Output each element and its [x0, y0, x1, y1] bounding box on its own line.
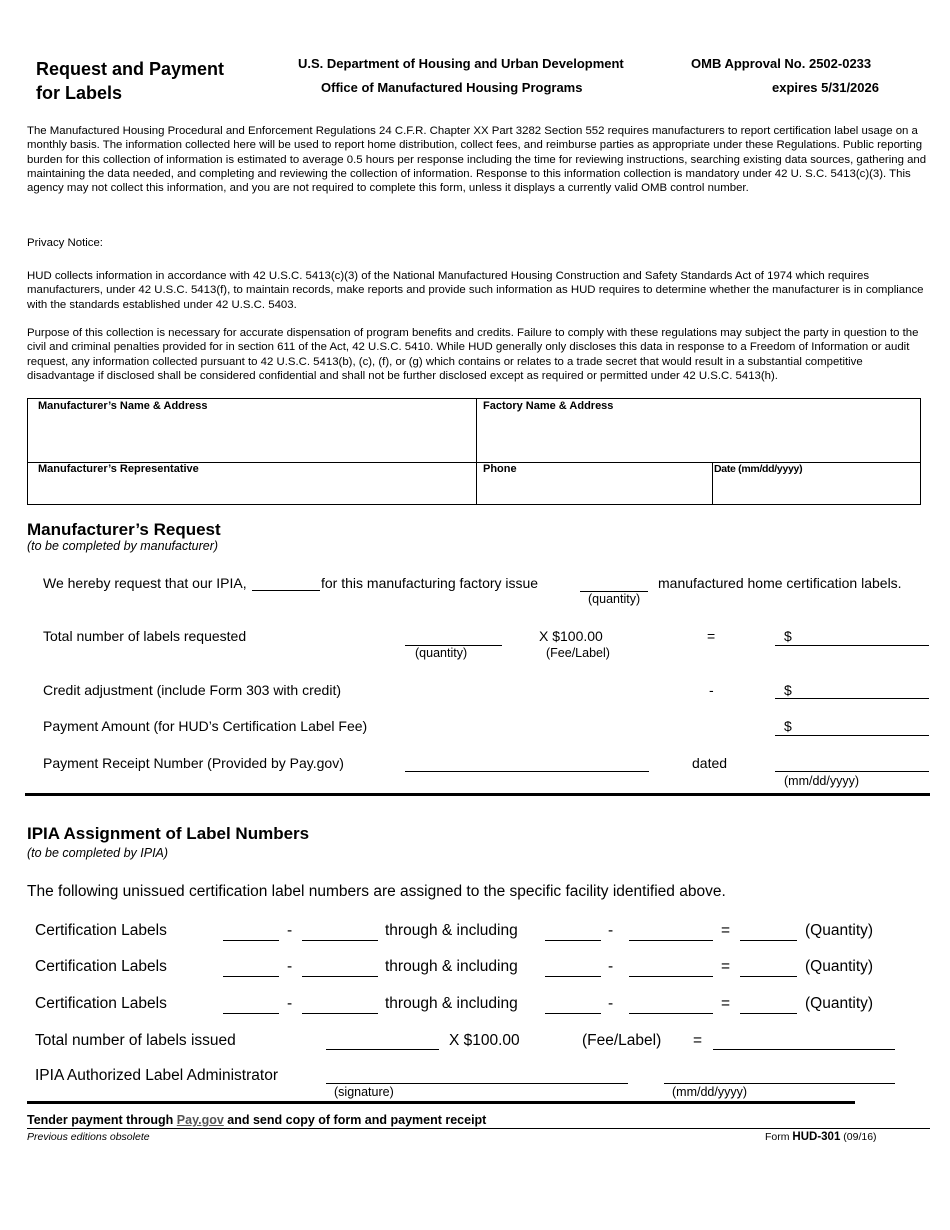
omb-expires: expires 5/31/2026: [772, 80, 879, 95]
dash: -: [608, 995, 614, 1012]
date-field[interactable]: [714, 477, 920, 504]
through-label: through & including: [385, 995, 518, 1012]
obsolete-note: Previous editions obsolete: [27, 1131, 150, 1143]
date-label: Date (mm/dd/yyyy): [714, 463, 803, 475]
end-prefix-field[interactable]: [545, 1013, 601, 1014]
end-number-field[interactable]: [629, 940, 713, 941]
mfr-rep-label: Manufacturer’s Representative: [38, 463, 199, 475]
dollar-sign: $: [784, 628, 792, 644]
form-number-id: HUD-301: [792, 1131, 841, 1143]
form-title: [36, 57, 224, 105]
receipt-number-field[interactable]: [405, 771, 649, 772]
dollar-sign: $: [784, 682, 792, 698]
row-quantity-field[interactable]: [740, 940, 797, 941]
omb-approval: OMB Approval No. 2502-0233: [691, 56, 872, 71]
equals-sign: =: [721, 922, 731, 939]
fee-caption: (Fee/Label): [546, 646, 610, 660]
through-label: through & including: [385, 958, 518, 975]
privacy-paragraph: HUD collects information in accordance with 42 U.S.C. 5413(c)(3) of the National Manufactured Housing Construction and Safety Standards Act of 1974 which requires manufacturers, under 42 U.S.C. 5413(f), to maintain records, make reports and provide such information as HUD requires to determine whether the manufacturer is in compliance with the standards established under 42 U.S.C. 5403.: [27, 270, 924, 311]
footer-rule: [27, 1128, 930, 1129]
total-fee-field[interactable]: [713, 1049, 895, 1050]
intro-paragraph: The Manufactured Housing Procedural and Enforcement Regulations 24 C.F.R. Chapter XX Part 3282 Section 552 requires manufacturers to report certification label usage on a monthly basis. The information collected here will be used to report home distribution, collect fees, and reimburse parties as appropriate under these Regulations. Public reporting burden for this collection of information is estimated to average 0.5 hours per response including the time for reviewing instructions, searching existing data sources, gathering and maintaining the data needed, and completing and reviewing the collection of information. Response to this information collection is mandatory under 42 U. S.C. 5413(c)(3). This agency may not collect this information, and you are not required to complete this form, unless it displays a currently valid OMB control number.: [27, 125, 927, 195]
through-label: through & including: [385, 922, 518, 939]
box-divider: [712, 462, 713, 505]
privacy-label: Privacy Notice:: [27, 237, 103, 249]
factory-name-label: Factory Name & Address: [483, 400, 614, 412]
end-prefix-field[interactable]: [545, 940, 601, 941]
dash: -: [287, 922, 293, 939]
receipt-label: Payment Receipt Number (Provided by Pay.gov): [43, 755, 344, 771]
end-number-field[interactable]: [629, 976, 713, 977]
signature-caption: (signature): [334, 1085, 394, 1099]
quantity-label: (Quantity): [805, 995, 874, 1012]
request-subheading: (to be completed by manufacturer): [27, 539, 219, 553]
payment-label: Payment Amount (for HUD’s Certification Label Fee): [43, 718, 368, 734]
fee-amount: X $100.00: [449, 1032, 520, 1049]
purpose-paragraph: Purpose of this collection is necessary for accurate dispensation of program benefits and credits. Failure to comply with these regulations may subject the party in question to the civil and criminal penalties provided for in section 611 of the Act, 42 U.S.C. 5410. While HUD generally only discloses this data in response to a Freedom of Information or audit request, any information collected pursuant to 42 U.S.C. 5413(b), (c), (f), or (g) which contains or relates to a trade secret that would result in a substantial competitive disadvantage if disclosed shall be considered confidential and shall not be further disclosed except as required or permitted under 42 U.S.C. 5413(h).: [27, 327, 919, 382]
request-text-c: manufactured home certification labels.: [658, 575, 902, 591]
tender-text-b: and send copy of form and payment receipt: [223, 1113, 487, 1127]
mfr-rep-field[interactable]: [29, 477, 475, 504]
cert-labels-label: Certification Labels: [35, 922, 167, 939]
start-prefix-field[interactable]: [223, 976, 279, 977]
date-format-caption: (mm/dd/yyyy): [784, 774, 859, 788]
dash: -: [287, 995, 293, 1012]
total-requested-label: Total number of labels requested: [43, 628, 247, 644]
form-title-line1: Request and Payment: [36, 59, 225, 79]
quantity-label: (Quantity): [805, 922, 874, 939]
admin-label: IPIA Authorized Label Administrator: [35, 1067, 278, 1084]
quantity-caption: (quantity): [415, 646, 468, 660]
payment-amount-field[interactable]: [775, 735, 929, 736]
signature-field[interactable]: [326, 1083, 628, 1084]
form-title-line2: for Labels: [36, 83, 123, 103]
start-number-field[interactable]: [302, 1013, 378, 1014]
form-number-prefix: Form: [765, 1131, 793, 1143]
start-prefix-field[interactable]: [223, 1013, 279, 1014]
request-heading: Manufacturer’s Request: [27, 520, 221, 539]
ipia-intro: The following unissued certification label numbers are assigned to the specific facility identified above.: [27, 883, 726, 900]
start-number-field[interactable]: [302, 976, 378, 977]
credit-label: Credit adjustment (include Form 303 with credit): [43, 682, 342, 698]
equals-sign: =: [707, 628, 716, 644]
admin-date-field[interactable]: [664, 1083, 895, 1084]
request-text-a: We hereby request that our IPIA,: [43, 575, 247, 591]
quantity-caption: (quantity): [588, 592, 641, 606]
dash: -: [608, 922, 614, 939]
cert-labels-label: Certification Labels: [35, 995, 167, 1012]
footer-divider: [27, 1101, 855, 1104]
manufacturer-info-box: [27, 398, 921, 505]
start-prefix-field[interactable]: [223, 940, 279, 941]
office-name: Office of Manufactured Housing Programs: [321, 80, 583, 95]
box-divider: [476, 399, 477, 505]
phone-field[interactable]: [478, 477, 711, 504]
credit-amount-field[interactable]: [775, 698, 929, 699]
dollar-sign: $: [784, 718, 792, 734]
equals-sign: =: [721, 958, 731, 975]
start-number-field[interactable]: [302, 940, 378, 941]
paygov-link[interactable]: Pay.gov: [176, 1113, 224, 1127]
row-quantity-field[interactable]: [740, 976, 797, 977]
end-prefix-field[interactable]: [545, 976, 601, 977]
fee-caption: (Fee/Label): [582, 1032, 662, 1049]
dash: -: [608, 958, 614, 975]
dash: -: [287, 958, 293, 975]
fee-amount: X $100.00: [539, 628, 603, 644]
receipt-date-field[interactable]: [775, 771, 929, 772]
equals-sign: =: [721, 995, 731, 1012]
ipia-name-field[interactable]: [252, 590, 320, 591]
request-text-b: for this manufacturing factory issue: [321, 575, 539, 591]
form-number-date: (09/16): [840, 1131, 877, 1143]
form-number: [765, 1131, 877, 1143]
phone-label: Phone: [483, 463, 517, 475]
end-number-field[interactable]: [629, 1013, 713, 1014]
equals-sign: =: [693, 1032, 703, 1049]
factory-name-field[interactable]: [478, 415, 920, 461]
quantity-label: (Quantity): [805, 958, 874, 975]
tender-note: [27, 1113, 486, 1127]
total-issued-label: Total number of labels issued: [35, 1032, 236, 1049]
row-quantity-field[interactable]: [740, 1013, 797, 1014]
total-amount-field[interactable]: [775, 645, 929, 646]
total-issued-field[interactable]: [326, 1049, 439, 1050]
dated-label: dated: [692, 755, 728, 771]
section-divider: [25, 793, 930, 796]
cert-labels-label: Certification Labels: [35, 958, 167, 975]
mfr-name-field[interactable]: [29, 415, 475, 461]
ipia-subheading: (to be completed by IPIA): [27, 846, 169, 860]
mfr-name-label: Manufacturer’s Name & Address: [38, 400, 208, 412]
date-format-caption: (mm/dd/yyyy): [672, 1085, 747, 1099]
tender-text-a: Tender payment through: [27, 1113, 177, 1127]
department-name: U.S. Department of Housing and Urban Development: [298, 56, 624, 71]
ipia-heading: IPIA Assignment of Label Numbers: [27, 824, 310, 843]
minus-sign: -: [709, 682, 714, 698]
